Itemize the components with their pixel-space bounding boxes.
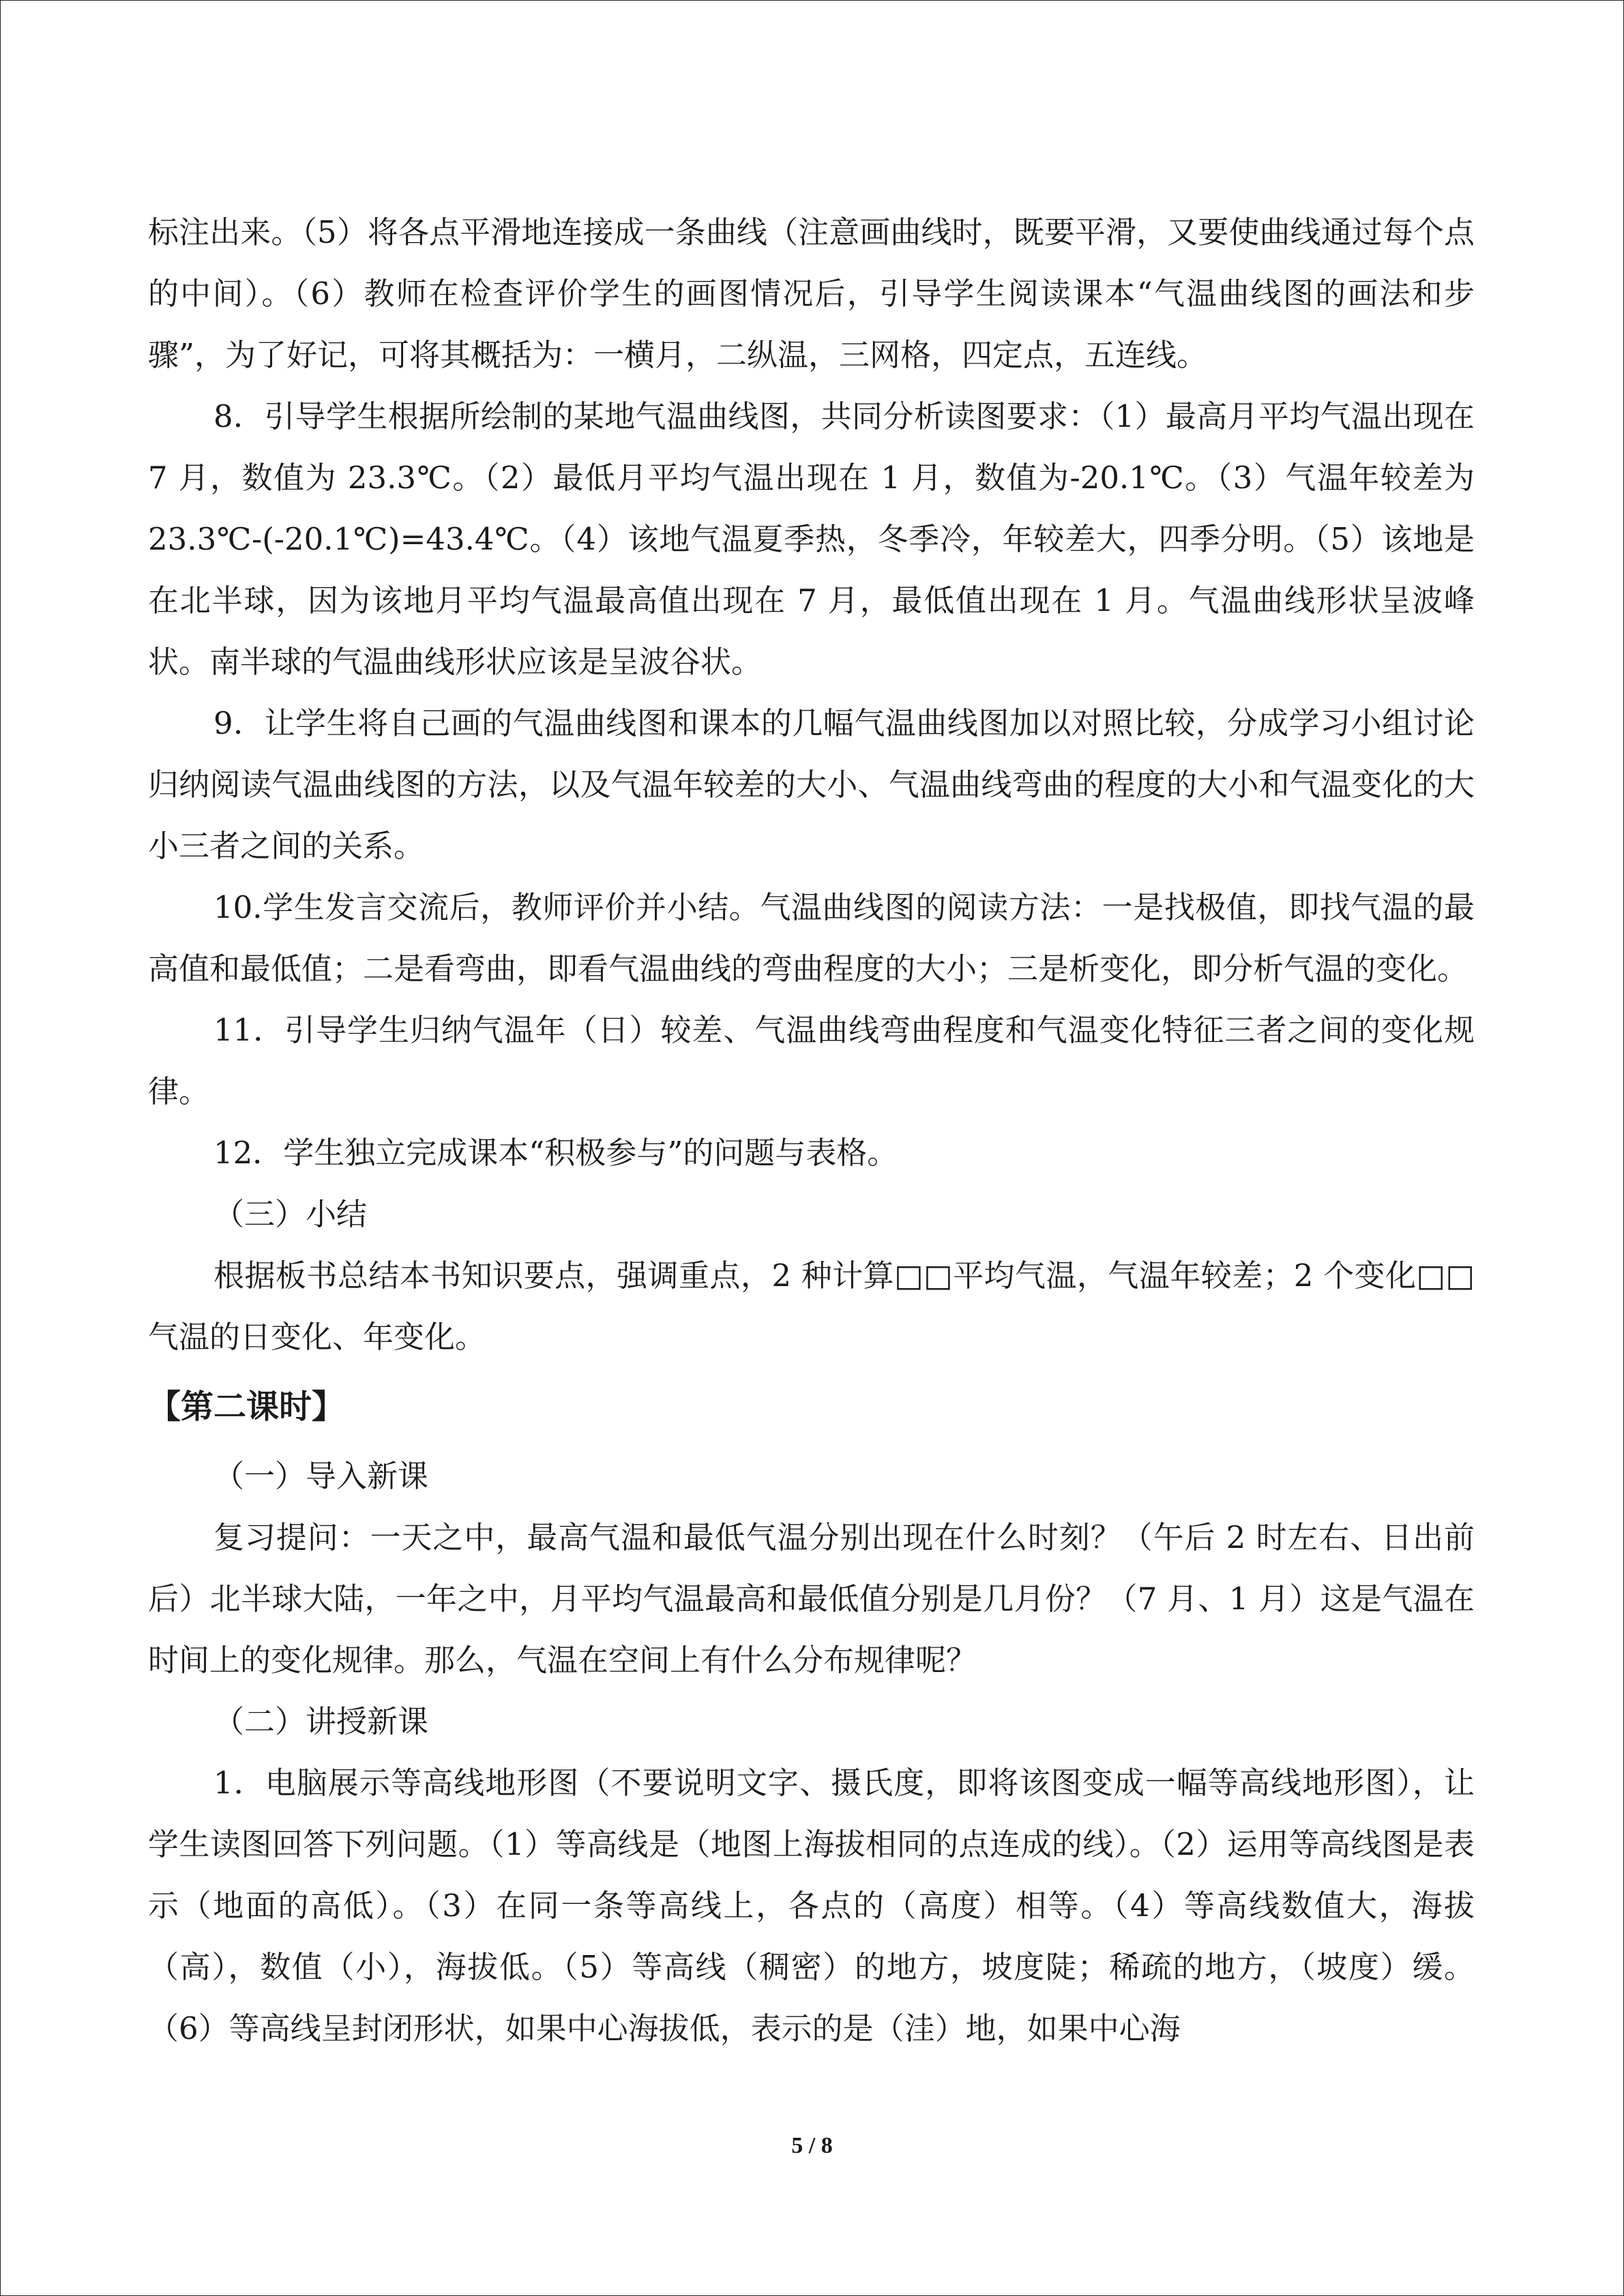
subsection-new-lesson: （二）讲授新课: [213, 1703, 429, 1740]
paragraph-step-11: 11．引导学生归纳气温年（日）较差、气温曲线弯曲程度和气温变化特征三者之间的变化规律。: [148, 1012, 1475, 1109]
paragraph-step-10: 10.学生发言交流后，教师评价并小结。气温曲线图的阅读方法：一是找极值，即找气温的最高值和最低值；二是看弯曲，即看气温曲线的弯曲程度的大小；三是析变化，即分析气温的变化。: [148, 889, 1475, 987]
paragraph-step-8: 8．引导学生根据所绘制的某地气温曲线图，共同分析读图要求：（1）最高月平均气温出现在 7 月，数值为 23.3℃。（2）最低月平均气温出现在 1 月，数值为-20.1℃。（3）气温年较差为 23.3℃-(-20.1℃)=43.4℃。（4）该地气温夏季热，冬季冷，年较差大，四季分明。（5）该地是在北半球，因为该地月平均气温最高值出现在 7 月，最低值出现在 1 月。气温曲线形状呈波峰状。南半球的气温曲线形状应该是呈波谷状。: [148, 398, 1475, 680]
document-body: [148, 202, 1475, 2059]
paragraph-review-questions: 复习提问：一天之中，最高气温和最低气温分别出现在什么时刻？（午后 2 时左右、日出前后）北半球大陆，一年之中，月平均气温最高和最低值分别是几月份？（7 月、1 月）这是气温在时间上的变化规律。那么，气温在空间上有什么分布规律呢？: [148, 1519, 1475, 1678]
paragraph-continuation: 标注出来。（5）将各点平滑地连接成一条曲线（注意画曲线时，既要平滑，又要使曲线通过每个点的中间）。（6）教师在检查评价学生的画图情况后，引导学生阅读课本“气温曲线图的画法和步骤”，为了好记，可将其概括为：一横月，二纵温，三网格，四定点，五连线。: [148, 214, 1475, 373]
page-number: 5 / 8: [791, 2133, 833, 2158]
paragraph-step-1: 1．电脑展示等高线地形图（不要说明文字、摄氏度，即将该图变成一幅等高线地形图），让学生读图回答下列问题。（1）等高线是（地图上海拔相同的点连成的线）。（2）运用等高线图是表示（地面的高低）。（3）在同一条等高线上，各点的（高度）相等。（4）等高线数值大，海拔（高），数值（小），海拔低。（5）等高线（稠密）的地方，坡度陡；稀疏的地方，（坡度）缓。（6）等高线呈封闭形状，如果中心海拔低，表示的是（洼）地，如果中心海: [148, 1765, 1475, 2046]
subsection-summary: （三）小结: [213, 1196, 368, 1232]
paragraph-step-9: 9．让学生将自己画的气温曲线图和课本的几幅气温曲线图加以对照比较，分成学习小组讨论归纳阅读气温曲线图的方法，以及气温年较差的大小、气温曲线弯曲的程度的大小和气温变化的大小三者之间的关系。: [148, 705, 1475, 864]
section-heading: 【第二课时】: [148, 1388, 345, 1426]
subsection-intro: （一）导入新课: [213, 1458, 429, 1494]
paragraph-step-12: 12．学生独立完成课本“积极参与”的问题与表格。: [213, 1135, 898, 1171]
paragraph-summary: 根据板书总结本书知识要点，强调重点，2 种计算□□平均气温，气温年较差；2 个变化□□气温的日变化、年变化。: [148, 1257, 1475, 1355]
